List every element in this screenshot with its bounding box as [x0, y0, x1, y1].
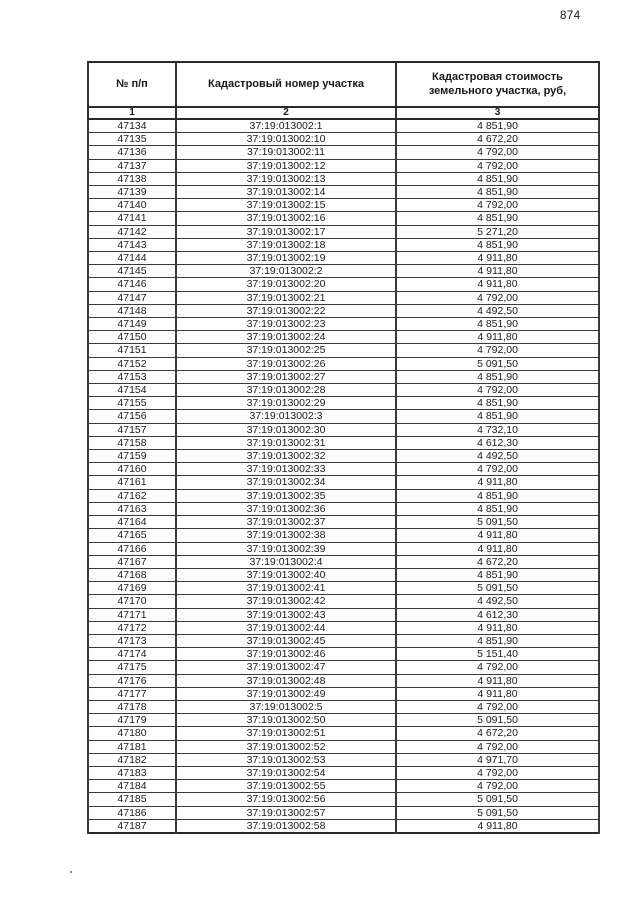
- cadastral-value-cell: 4 851,90: [396, 568, 599, 581]
- cadastral-value-cell: 4 492,50: [396, 450, 599, 463]
- table-row: [88, 436, 599, 449]
- cadastral-value-cell: 5 091,50: [396, 357, 599, 370]
- row-index-cell: 47174: [88, 648, 176, 661]
- table-row: [88, 172, 599, 185]
- cadastral-number-cell: 37:19:013002:41: [176, 582, 396, 595]
- table-row: [88, 582, 599, 595]
- table-row: [88, 555, 599, 568]
- table-row: [88, 516, 599, 529]
- cadastral-value-cell: 4 911,80: [396, 265, 599, 278]
- table-row: [88, 542, 599, 555]
- cadastral-number-cell: 37:19:013002:58: [176, 819, 396, 833]
- cadastral-value-cell: 5 091,50: [396, 793, 599, 806]
- table-row: [88, 463, 599, 476]
- row-index-cell: 47136: [88, 146, 176, 159]
- cadastral-value-cell: 4 792,00: [396, 780, 599, 793]
- cadastral-number-cell: 37:19:013002:27: [176, 370, 396, 383]
- cadastral-value-cell: 4 851,90: [396, 172, 599, 185]
- cadastral-number-cell: 37:19:013002:13: [176, 172, 396, 185]
- row-index-cell: 47167: [88, 555, 176, 568]
- column-number-1: 1: [88, 107, 176, 119]
- cadastral-value-cell: 4 911,80: [396, 687, 599, 700]
- cadastral-number-cell: 37:19:013002:35: [176, 489, 396, 502]
- cadastral-number-cell: 37:19:013002:47: [176, 661, 396, 674]
- row-index-cell: 47142: [88, 225, 176, 238]
- cadastral-number-cell: 37:19:013002:52: [176, 740, 396, 753]
- cadastral-value-cell: 4 612,30: [396, 436, 599, 449]
- cadastral-number-cell: 37:19:013002:36: [176, 502, 396, 515]
- column-header-cadastral-number: Кадастровый номер участка: [176, 62, 396, 107]
- row-index-cell: 47185: [88, 793, 176, 806]
- cadastral-number-cell: 37:19:013002:2: [176, 265, 396, 278]
- table-row: [88, 634, 599, 647]
- row-index-cell: 47164: [88, 516, 176, 529]
- cadastral-value-cell: 4 792,00: [396, 291, 599, 304]
- cadastral-value-cell: 4 911,80: [396, 252, 599, 265]
- cadastral-number-cell: 37:19:013002:46: [176, 648, 396, 661]
- cadastral-value-cell: 4 792,00: [396, 740, 599, 753]
- cadastral-number-cell: 37:19:013002:22: [176, 304, 396, 317]
- row-index-cell: 47144: [88, 252, 176, 265]
- table-row: [88, 238, 599, 251]
- table-row: [88, 753, 599, 766]
- cadastral-value-cell: 5 091,50: [396, 582, 599, 595]
- cadastral-number-cell: 37:19:013002:31: [176, 436, 396, 449]
- cadastral-number-cell: 37:19:013002:11: [176, 146, 396, 159]
- table-row: [88, 186, 599, 199]
- cadastral-value-cell: 4 971,70: [396, 753, 599, 766]
- cadastral-number-cell: 37:19:013002:18: [176, 238, 396, 251]
- cadastral-number-cell: 37:19:013002:26: [176, 357, 396, 370]
- row-index-cell: 47158: [88, 436, 176, 449]
- cadastral-number-cell: 37:19:013002:15: [176, 199, 396, 212]
- table-row: [88, 727, 599, 740]
- row-index-cell: 47163: [88, 502, 176, 515]
- table-row: [88, 700, 599, 713]
- row-index-cell: 47149: [88, 318, 176, 331]
- table-row: [88, 265, 599, 278]
- cadastral-number-cell: 37:19:013002:53: [176, 753, 396, 766]
- cadastral-number-cell: 37:19:013002:56: [176, 793, 396, 806]
- table-row: [88, 357, 599, 370]
- row-index-cell: 47165: [88, 529, 176, 542]
- table-row: [88, 252, 599, 265]
- cadastral-number-cell: 37:19:013002:54: [176, 766, 396, 779]
- column-header-index: № п/п: [88, 62, 176, 107]
- row-index-cell: 47156: [88, 410, 176, 423]
- cadastral-value-cell: 4 911,80: [396, 621, 599, 634]
- table-row: [88, 661, 599, 674]
- cadastral-number-cell: 37:19:013002:16: [176, 212, 396, 225]
- cadastral-number-cell: 37:19:013002:40: [176, 568, 396, 581]
- row-index-cell: 47168: [88, 568, 176, 581]
- row-index-cell: 47172: [88, 621, 176, 634]
- table-row: [88, 529, 599, 542]
- cadastral-value-cell: 4 612,30: [396, 608, 599, 621]
- cadastral-number-cell: 37:19:013002:55: [176, 780, 396, 793]
- cadastral-number-cell: 37:19:013002:49: [176, 687, 396, 700]
- cadastral-number-cell: 37:19:013002:33: [176, 463, 396, 476]
- cadastral-value-cell: 4 851,90: [396, 119, 599, 133]
- table-row: [88, 714, 599, 727]
- row-index-cell: 47140: [88, 199, 176, 212]
- cadastral-value-cell: 4 851,90: [396, 410, 599, 423]
- cadastral-value-cell: 4 851,90: [396, 397, 599, 410]
- page-number: 874: [560, 10, 581, 22]
- table-row: [88, 119, 599, 133]
- cadastral-value-cell: 5 271,20: [396, 225, 599, 238]
- table-row: [88, 608, 599, 621]
- cadastral-number-cell: 37:19:013002:28: [176, 384, 396, 397]
- table-row: [88, 278, 599, 291]
- table-row: [88, 159, 599, 172]
- cadastral-value-cell: 4 851,90: [396, 238, 599, 251]
- row-index-cell: 47171: [88, 608, 176, 621]
- cadastral-value-cell: 4 911,80: [396, 476, 599, 489]
- header-row: [88, 62, 599, 107]
- cadastral-number-cell: 37:19:013002:48: [176, 674, 396, 687]
- cadastral-number-cell: 37:19:013002:43: [176, 608, 396, 621]
- table-row: [88, 397, 599, 410]
- row-index-cell: 47176: [88, 674, 176, 687]
- cadastral-number-cell: 37:19:013002:21: [176, 291, 396, 304]
- cadastral-number-cell: 37:19:013002:25: [176, 344, 396, 357]
- table-row: [88, 318, 599, 331]
- cadastral-number-cell: 37:19:013002:4: [176, 555, 396, 568]
- row-index-cell: 47181: [88, 740, 176, 753]
- table-row: [88, 146, 599, 159]
- cadastral-value-cell: 4 792,00: [396, 766, 599, 779]
- cadastral-value-cell: 4 492,50: [396, 304, 599, 317]
- row-index-cell: 47151: [88, 344, 176, 357]
- cadastral-number-cell: 37:19:013002:24: [176, 331, 396, 344]
- table-row: [88, 489, 599, 502]
- cadastral-number-cell: 37:19:013002:50: [176, 714, 396, 727]
- cadastral-value-cell: 4 851,90: [396, 186, 599, 199]
- row-index-cell: 47148: [88, 304, 176, 317]
- row-index-cell: 47178: [88, 700, 176, 713]
- cadastral-value-cell: 4 851,90: [396, 318, 599, 331]
- table-row: [88, 291, 599, 304]
- row-index-cell: 47170: [88, 595, 176, 608]
- row-index-cell: 47137: [88, 159, 176, 172]
- column-number-2: 2: [176, 107, 396, 119]
- row-index-cell: 47147: [88, 291, 176, 304]
- table-row: [88, 687, 599, 700]
- row-index-cell: 47141: [88, 212, 176, 225]
- cadastral-value-cell: 4 792,00: [396, 700, 599, 713]
- table-row: [88, 780, 599, 793]
- cadastral-value-cell: 4 792,00: [396, 344, 599, 357]
- table-row: [88, 621, 599, 634]
- cadastral-value-cell: 4 492,50: [396, 595, 599, 608]
- cadastral-number-cell: 37:19:013002:34: [176, 476, 396, 489]
- cadastral-number-cell: 37:19:013002:44: [176, 621, 396, 634]
- cadastral-value-cell: 5 091,50: [396, 714, 599, 727]
- column-header-cadastral-value: Кадастровая стоимость земельного участка, руб,: [396, 62, 599, 107]
- row-index-cell: 47153: [88, 370, 176, 383]
- cadastral-number-cell: 37:19:013002:20: [176, 278, 396, 291]
- row-index-cell: 47177: [88, 687, 176, 700]
- cadastral-value-cell: 4 851,90: [396, 502, 599, 515]
- row-index-cell: 47169: [88, 582, 176, 595]
- cadastral-number-cell: 37:19:013002:29: [176, 397, 396, 410]
- cadastral-number-cell: 37:19:013002:12: [176, 159, 396, 172]
- cadastral-number-cell: 37:19:013002:1: [176, 119, 396, 133]
- row-index-cell: 47157: [88, 423, 176, 436]
- cadastral-number-cell: 37:19:013002:38: [176, 529, 396, 542]
- cadastral-number-cell: 37:19:013002:17: [176, 225, 396, 238]
- cadastral-value-cell: 4 792,00: [396, 146, 599, 159]
- cadastral-value-cell: 4 911,80: [396, 674, 599, 687]
- table-row: [88, 344, 599, 357]
- cadastral-number-cell: 37:19:013002:37: [176, 516, 396, 529]
- row-index-cell: 47155: [88, 397, 176, 410]
- row-index-cell: 47161: [88, 476, 176, 489]
- row-index-cell: 47179: [88, 714, 176, 727]
- table-row: [88, 225, 599, 238]
- cadastral-number-cell: 37:19:013002:10: [176, 133, 396, 146]
- table-row: [88, 304, 599, 317]
- cadastral-number-cell: 37:19:013002:45: [176, 634, 396, 647]
- row-index-cell: 47145: [88, 265, 176, 278]
- table-row: [88, 410, 599, 423]
- cadastral-value-cell: 5 091,50: [396, 516, 599, 529]
- table-row: [88, 806, 599, 819]
- row-index-cell: 47159: [88, 450, 176, 463]
- row-index-cell: 47134: [88, 119, 176, 133]
- row-index-cell: 47175: [88, 661, 176, 674]
- scan-speck: [70, 871, 72, 873]
- row-index-cell: 47135: [88, 133, 176, 146]
- cadastral-number-cell: 37:19:013002:39: [176, 542, 396, 555]
- row-index-cell: 47162: [88, 489, 176, 502]
- table-row: [88, 199, 599, 212]
- row-index-cell: 47166: [88, 542, 176, 555]
- row-index-cell: 47186: [88, 806, 176, 819]
- table-row: [88, 674, 599, 687]
- cadastral-value-cell: 4 672,20: [396, 555, 599, 568]
- table-row: [88, 819, 599, 833]
- cadastral-number-cell: 37:19:013002:57: [176, 806, 396, 819]
- cadastral-value-cell: 4 672,20: [396, 727, 599, 740]
- row-index-cell: 47187: [88, 819, 176, 833]
- cadastral-number-cell: 37:19:013002:5: [176, 700, 396, 713]
- table-row: [88, 740, 599, 753]
- row-index-cell: 47143: [88, 238, 176, 251]
- table-row: [88, 423, 599, 436]
- cadastral-value-cell: 4 732,10: [396, 423, 599, 436]
- cadastral-number-cell: 37:19:013002:42: [176, 595, 396, 608]
- cadastral-value-cell: 4 851,90: [396, 489, 599, 502]
- row-index-cell: 47154: [88, 384, 176, 397]
- cadastral-value-cell: 4 792,00: [396, 661, 599, 674]
- table-row: [88, 133, 599, 146]
- table-row: [88, 648, 599, 661]
- cadastral-value-cell: 4 911,80: [396, 529, 599, 542]
- table-row: [88, 370, 599, 383]
- cadastral-number-cell: 37:19:013002:32: [176, 450, 396, 463]
- cadastral-value-cell: 4 792,00: [396, 384, 599, 397]
- cadastral-value-cell: 4 911,80: [396, 278, 599, 291]
- row-index-cell: 47152: [88, 357, 176, 370]
- row-index-cell: 47183: [88, 766, 176, 779]
- table-row: [88, 766, 599, 779]
- table-row: [88, 568, 599, 581]
- cadastral-number-cell: 37:19:013002:14: [176, 186, 396, 199]
- table-row: [88, 595, 599, 608]
- cadastral-value-cell: 5 091,50: [396, 806, 599, 819]
- cadastral-value-cell: 4 911,80: [396, 542, 599, 555]
- cadastral-value-cell: 4 792,00: [396, 463, 599, 476]
- table-row: [88, 450, 599, 463]
- cadastral-number-cell: 37:19:013002:19: [176, 252, 396, 265]
- cadastral-number-cell: 37:19:013002:3: [176, 410, 396, 423]
- cadastral-value-cell: 5 151,40: [396, 648, 599, 661]
- table-row: [88, 476, 599, 489]
- cadastral-value-cell: 4 911,80: [396, 819, 599, 833]
- table-header: [88, 62, 599, 119]
- row-index-cell: 47184: [88, 780, 176, 793]
- cadastral-value-cell: 4 792,00: [396, 159, 599, 172]
- row-index-cell: 47138: [88, 172, 176, 185]
- row-index-cell: 47139: [88, 186, 176, 199]
- cadastral-value-cell: 4 851,90: [396, 634, 599, 647]
- cadastral-value-table: [87, 61, 600, 834]
- cadastral-value-cell: 4 792,00: [396, 199, 599, 212]
- cadastral-value-cell: 4 672,20: [396, 133, 599, 146]
- cadastral-value-cell: 4 851,90: [396, 212, 599, 225]
- row-index-cell: 47160: [88, 463, 176, 476]
- table-row: [88, 384, 599, 397]
- cadastral-value-cell: 4 911,80: [396, 331, 599, 344]
- cadastral-number-cell: 37:19:013002:51: [176, 727, 396, 740]
- cadastral-number-cell: 37:19:013002:23: [176, 318, 396, 331]
- row-index-cell: 47146: [88, 278, 176, 291]
- table-row: [88, 502, 599, 515]
- row-index-cell: 47173: [88, 634, 176, 647]
- row-index-cell: 47180: [88, 727, 176, 740]
- column-number-3: 3: [396, 107, 599, 119]
- table-body: [88, 119, 599, 833]
- table-row: [88, 793, 599, 806]
- row-index-cell: 47182: [88, 753, 176, 766]
- cadastral-number-cell: 37:19:013002:30: [176, 423, 396, 436]
- table-row: [88, 331, 599, 344]
- cadastral-value-cell: 4 851,90: [396, 370, 599, 383]
- table-row: [88, 212, 599, 225]
- column-number-row: [88, 107, 599, 119]
- row-index-cell: 47150: [88, 331, 176, 344]
